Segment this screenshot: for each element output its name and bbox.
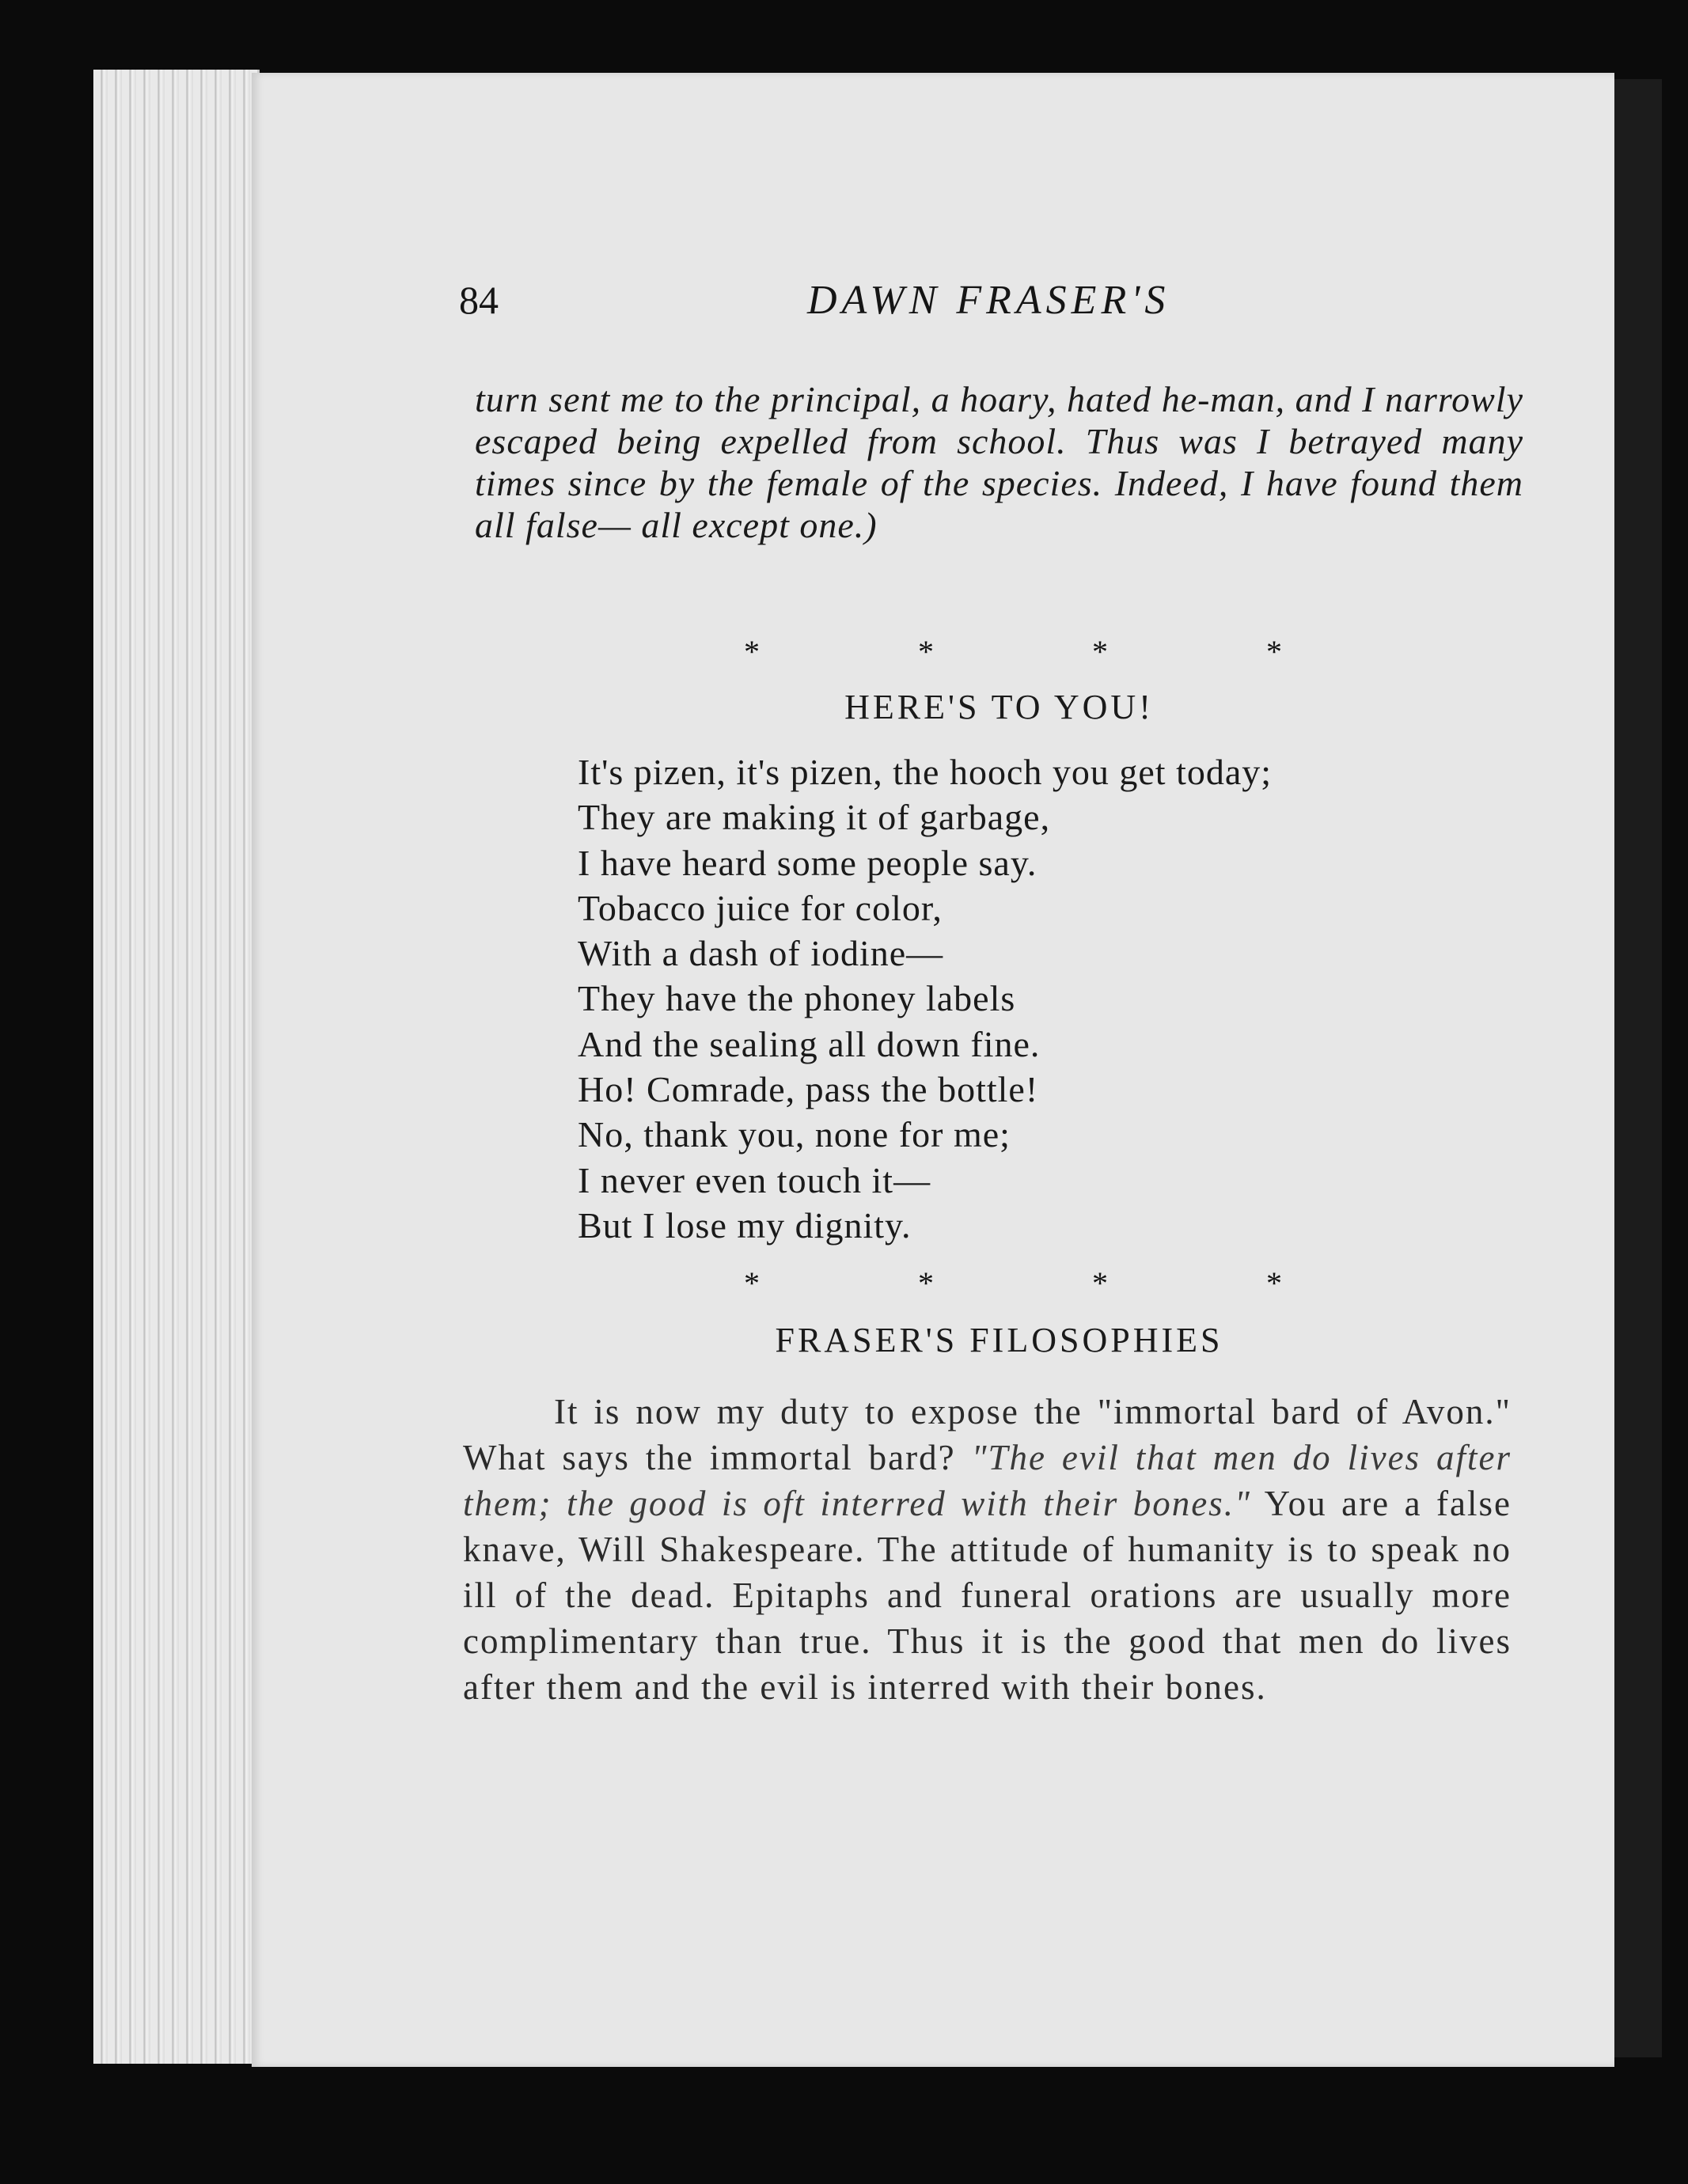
paragraph-text: You are a false knave, Will Shakespeare. The attitude of humanity is to speak no ill of the dead. Epitaphs and funeral orations are usually more complimentary than true. Thus it is the good that men do lives after them and the evil is interred with their bones.: [463, 1484, 1512, 1707]
separator-stars: [744, 633, 1282, 670]
shakespeare-quote: "The evil that men do lives after them; the good is oft interred with their bones.": [463, 1438, 1512, 1523]
poem-line: Tobacco juice for color,: [578, 887, 943, 928]
poem-line: They are making it of garbage,: [578, 797, 1051, 838]
separator-star: *: [1092, 1265, 1108, 1301]
page-header: [459, 277, 1527, 332]
separator-star: *: [1266, 1265, 1282, 1301]
section-paragraph: [463, 1389, 1512, 1710]
separator-stars: [744, 1265, 1282, 1302]
separator-star: *: [744, 1265, 760, 1301]
separator-star: *: [744, 634, 760, 669]
separator-star: *: [918, 634, 934, 669]
poem-line: They have the phoney labels: [578, 978, 1016, 1019]
continued-paragraph: turn sent me to the principal, a hoary, hated he-man, and I narrowly escaped being expelled from school. Thus was I betrayed many times since by the female of the species. Indeed, I have found them all false— all except one.): [475, 379, 1523, 545]
poem-line: But I lose my dignity.: [578, 1204, 912, 1246]
poem-line: I never even touch it—: [578, 1159, 931, 1200]
poem-line: No, thank you, none for me;: [578, 1114, 1011, 1155]
poem-line: It's pizen, it's pizen, the hooch you get today;: [578, 752, 1273, 792]
separator-star: *: [918, 1265, 934, 1301]
poem-line: I have heard some people say.: [578, 842, 1037, 883]
separator-star: *: [1092, 634, 1108, 669]
page-edges: [93, 70, 260, 2064]
poem-title: HERE'S TO YOU!: [844, 688, 1154, 726]
poem-line: With a dash of iodine—: [578, 933, 944, 974]
poem-line: And the sealing all down fine.: [578, 1023, 1041, 1064]
separator-star: *: [1266, 634, 1282, 669]
section-title: FRASER'S FILOSOPHIES: [775, 1321, 1223, 1359]
paragraph-text: It is now my duty to expose the "immortal bard of Avon." What says the immortal bard?: [463, 1392, 1512, 1477]
poem: [578, 749, 1527, 1248]
page-number: 84: [459, 278, 499, 322]
facing-page-edge: [1614, 79, 1662, 2057]
poem-line: Ho! Comrade, pass the bottle!: [578, 1069, 1039, 1110]
running-title: DAWN FRASER'S: [807, 278, 1170, 323]
